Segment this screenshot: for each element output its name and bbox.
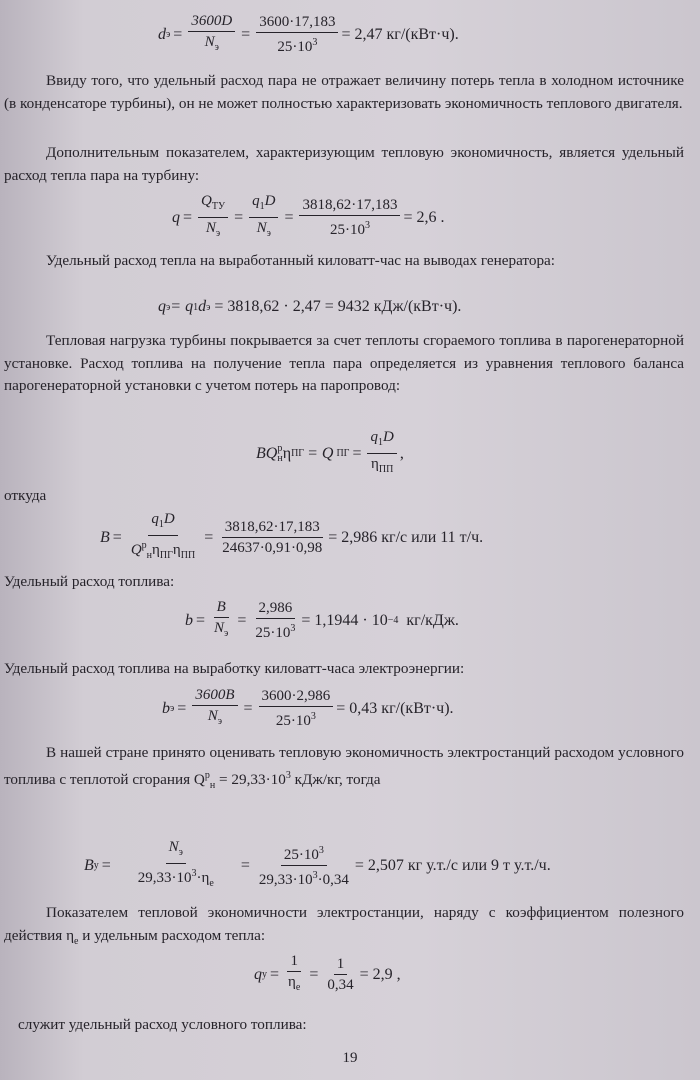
eq-subscript: 1 bbox=[158, 519, 164, 530]
eq-symbol: Q bbox=[193, 770, 205, 788]
paragraph bbox=[4, 742, 684, 797]
paragraph bbox=[4, 902, 684, 953]
eq-symbol: D bbox=[264, 193, 276, 209]
eq-subscript: э bbox=[178, 847, 183, 858]
page-number: 19 bbox=[342, 1050, 358, 1066]
fraction bbox=[252, 599, 298, 642]
eq-superscript: 3 bbox=[290, 623, 296, 634]
frac-numerator bbox=[367, 428, 396, 454]
eq-symbol: q bbox=[172, 208, 180, 226]
eq-operator: = bbox=[309, 965, 319, 983]
paragraph-text: В нашей стране принято оценивать тепловую экономичность электростанций расходом условного топлива с теплотой сгорания bbox=[4, 744, 684, 788]
eq-superscript: −4 bbox=[387, 615, 399, 626]
eq-subscript: ПП bbox=[180, 550, 196, 561]
eq-symbol: = Q bbox=[307, 444, 334, 462]
eq-symbol-text: BQ bbox=[256, 444, 278, 462]
eq-operator: = bbox=[196, 611, 206, 629]
frac-denominator bbox=[327, 216, 373, 239]
eq-value: ·0,34 bbox=[317, 872, 349, 888]
eq-result: = 2,6 . bbox=[403, 208, 445, 226]
eq-value: 25·10 bbox=[255, 625, 291, 641]
eq-value: = 29,33·10 bbox=[215, 770, 286, 788]
eq-operator: = bbox=[183, 208, 193, 226]
frac-numerator: 1 bbox=[334, 955, 348, 975]
eq-subscript: ПГ bbox=[336, 448, 350, 459]
frac-numerator: 3818,62·17,183 bbox=[299, 196, 400, 216]
fraction bbox=[198, 192, 228, 243]
paragraph-text: и удельным расходом тепла: bbox=[82, 926, 266, 944]
equation-specific-fuel bbox=[185, 598, 459, 643]
equation-heat-rate-efficiency bbox=[254, 952, 401, 997]
fraction bbox=[219, 518, 325, 557]
eq-symbol: q bbox=[370, 429, 378, 445]
eq-subscript: у bbox=[262, 969, 267, 980]
fraction bbox=[128, 510, 198, 565]
equation-conventional-fuel bbox=[84, 838, 551, 893]
eq-subscript: ПГ bbox=[291, 448, 305, 459]
frac-numerator bbox=[148, 510, 177, 536]
eq-operator: = bbox=[177, 699, 187, 717]
fraction bbox=[256, 842, 352, 889]
eq-symbol: N bbox=[256, 220, 267, 236]
eq-value: ·η bbox=[196, 870, 210, 886]
eq-symbol: D bbox=[382, 429, 394, 445]
eq-superscript: 3 bbox=[312, 37, 318, 48]
eq-symbol bbox=[256, 445, 277, 463]
eq-subscript: н bbox=[146, 550, 153, 561]
text-kwh-fuel: Удельный расход топлива на выработку киловатт-часа электроэнергии: bbox=[4, 660, 465, 677]
eq-symbol: B bbox=[84, 856, 94, 874]
eq-symbol: b bbox=[185, 611, 193, 629]
eq-operator: = bbox=[241, 25, 251, 43]
eq-symbol: N bbox=[204, 34, 215, 50]
eq-subscript: ТУ bbox=[211, 201, 226, 212]
eq-result: = 0,43 кг/(кВт·ч). bbox=[336, 699, 454, 717]
frac-denominator bbox=[273, 707, 319, 730]
paragraph bbox=[4, 250, 684, 273]
fraction bbox=[249, 192, 278, 243]
eq-symbol: N bbox=[205, 220, 216, 236]
eq-symbol: Q bbox=[201, 193, 212, 209]
eq-value: 25·10 bbox=[277, 39, 313, 55]
eq-superscript: р bbox=[141, 540, 147, 551]
fraction bbox=[117, 838, 235, 893]
eq-operator: = bbox=[352, 444, 362, 462]
frac-numerator: 3600·2,986 bbox=[259, 687, 334, 707]
frac-denominator bbox=[203, 218, 223, 243]
eq-symbol: q bbox=[151, 511, 159, 527]
paragraph-text: Тепловая нагрузка турбины покрывается за счет теплоты сгораемого топлива в парогенераторной установке. Расход топлива на получение тепла пара определяется из уравнения теплового баланса парогенераторной установки с учетом потерь на паропровод: bbox=[4, 332, 684, 394]
frac-denominator bbox=[368, 454, 396, 479]
eq-operator: = bbox=[240, 856, 250, 874]
eq-subscript: e bbox=[295, 982, 301, 993]
eq-symbol: q bbox=[252, 193, 260, 209]
eq-value: 29,33·10 bbox=[137, 870, 192, 886]
eq-unit: кг/кДж. bbox=[406, 611, 459, 629]
text-otkuda: откуда bbox=[4, 487, 47, 504]
equation-heat-rate bbox=[172, 192, 445, 243]
eq-symbol: η bbox=[371, 456, 379, 472]
fraction bbox=[256, 13, 338, 56]
frac-numerator: 1 bbox=[287, 952, 301, 972]
eq-symbol: N bbox=[207, 708, 218, 724]
eq-superscript: 3 bbox=[312, 870, 318, 881]
paragraph-text: Дополнительным показателем, характеризующим тепловую экономичность, является удельный расход тепла пара на турбину: bbox=[4, 144, 684, 184]
frac-denominator bbox=[256, 866, 352, 889]
eq-value: 29,33·10 bbox=[258, 872, 313, 888]
eq-operator: = bbox=[112, 528, 122, 546]
frac-numerator: 3600D bbox=[188, 12, 235, 32]
frac-numerator: 3600B bbox=[192, 686, 237, 706]
equation-fuel-consumption bbox=[100, 510, 483, 565]
equation-steam-rate bbox=[158, 12, 459, 57]
eq-superscript: 3 bbox=[310, 711, 316, 722]
eq-symbol: N bbox=[214, 620, 225, 636]
eq-symbol: = q bbox=[170, 298, 194, 315]
frac-denominator bbox=[274, 33, 320, 56]
fraction bbox=[285, 952, 303, 997]
eq-punctuation: , bbox=[399, 444, 404, 462]
frac-denominator bbox=[211, 618, 231, 643]
eq-subscript: э bbox=[266, 228, 271, 239]
eq-subscript: э bbox=[206, 301, 211, 313]
frac-denominator bbox=[205, 706, 225, 731]
frac-numerator: 3600·17,183 bbox=[256, 13, 338, 33]
fraction bbox=[188, 12, 235, 57]
eq-operator: = bbox=[270, 965, 280, 983]
eq-subscript: ПГ bbox=[159, 550, 173, 561]
frac-denominator bbox=[285, 972, 303, 997]
eq-symbol: Q bbox=[130, 542, 142, 558]
text-specific-fuel: Удельный расход топлива: bbox=[4, 573, 175, 590]
paragraph-text: кДж/кг, тогда bbox=[294, 770, 381, 788]
frac-numerator bbox=[281, 842, 327, 866]
eq-subscript: э bbox=[215, 228, 221, 239]
eq-subscript: н bbox=[209, 779, 216, 791]
eq-subscript: ПП bbox=[378, 464, 394, 475]
eq-operator: = bbox=[284, 208, 294, 226]
eq-operator: = bbox=[204, 528, 214, 546]
eq-symbol: q bbox=[158, 298, 166, 315]
paragraph bbox=[4, 142, 684, 187]
eq-superscript: 3 bbox=[191, 868, 197, 879]
eq-result: = 2,507 кг у.т./с или 9 т у.т./ч. bbox=[354, 856, 551, 874]
frac-numerator bbox=[198, 192, 228, 218]
text-conventional-fuel: служит удельный расход условного топлива: bbox=[18, 1016, 307, 1033]
eq-subscript: э bbox=[166, 301, 171, 313]
eq-superscript: 3 bbox=[285, 769, 291, 781]
frac-denominator bbox=[254, 218, 274, 243]
eq-result: = 2,986 кг/с или 11 т/ч. bbox=[328, 528, 484, 546]
eq-symbol: η bbox=[152, 542, 160, 558]
eq-subscript: э bbox=[170, 703, 175, 714]
fraction bbox=[299, 196, 400, 239]
eq-symbol: η bbox=[172, 542, 181, 558]
paragraph-text: Показателем тепловой экономичности электростанции, наряду с коэффициентом полезного действия bbox=[4, 904, 684, 944]
equation-kwh-heat-rate bbox=[158, 298, 461, 316]
frac-denominator bbox=[135, 864, 217, 893]
eq-operator: = bbox=[101, 856, 111, 874]
eq-symbol: B bbox=[100, 528, 110, 546]
eq-result: = 1,1944 · 10 bbox=[301, 611, 388, 629]
eq-symbol: η bbox=[288, 974, 296, 990]
eq-subscript: у bbox=[93, 860, 99, 871]
fraction bbox=[211, 598, 231, 643]
eq-value: 25·10 bbox=[275, 713, 311, 729]
eq-symbol: η bbox=[282, 444, 292, 462]
frac-numerator: 2,986 bbox=[256, 599, 296, 619]
eq-superscript: 3 bbox=[364, 220, 370, 231]
eq-symbol: q bbox=[254, 965, 262, 983]
frac-numerator: 3818,62·17,183 bbox=[222, 518, 323, 538]
eq-symbol: d bbox=[158, 25, 166, 43]
frac-numerator: B bbox=[214, 598, 229, 618]
eq-subscript: 1 bbox=[259, 201, 265, 212]
eq-subscript: 1 bbox=[193, 301, 199, 313]
fraction bbox=[192, 686, 237, 731]
paragraph-text: Ввиду того, что удельный расход пара не отражает величину потерь тепла в холодном источнике (в конденсаторе турбины), он не может полностью характеризовать экономичность теплового двигателя. bbox=[4, 72, 684, 112]
paragraph-text: Удельный расход тепла на выработанный киловатт-час на выводах генератора: bbox=[46, 252, 556, 269]
eq-operator: = bbox=[243, 699, 253, 717]
frac-numerator bbox=[166, 838, 186, 864]
eq-result: = 3818,62 · 2,47 = 9432 кДж/(кВт·ч). bbox=[210, 298, 462, 315]
eq-subscript: e bbox=[74, 935, 79, 947]
frac-denominator bbox=[202, 32, 222, 57]
eq-result: = 2,47 кг/(кВт·ч). bbox=[341, 25, 459, 43]
eq-superscript: 3 bbox=[318, 845, 324, 856]
frac-denominator: 24637·0,91·0,98 bbox=[222, 540, 323, 556]
frac-denominator bbox=[128, 536, 198, 565]
eq-symbol: η bbox=[66, 926, 75, 944]
eq-subscript: 1 bbox=[377, 437, 383, 448]
fraction bbox=[367, 428, 396, 479]
paragraph bbox=[4, 70, 684, 115]
eq-symbol: b bbox=[162, 699, 170, 717]
eq-value: 25·10 bbox=[283, 847, 319, 863]
fraction bbox=[324, 955, 356, 994]
paragraph bbox=[4, 330, 684, 398]
eq-subscript: н bbox=[277, 452, 283, 464]
eq-subscript: e bbox=[209, 878, 214, 889]
fraction bbox=[259, 687, 334, 730]
eq-subscript: э bbox=[217, 716, 223, 727]
frac-denominator: 0,34 bbox=[327, 977, 354, 993]
eq-subscript: э bbox=[214, 42, 219, 53]
eq-subscript: э bbox=[224, 628, 229, 639]
eq-superscript: р bbox=[277, 442, 283, 454]
eq-symbol: d bbox=[198, 298, 207, 315]
equation-kwh-fuel bbox=[162, 686, 454, 731]
eq-result: = 2,9 , bbox=[359, 965, 401, 983]
eq-operator: = bbox=[237, 611, 247, 629]
frac-denominator bbox=[252, 619, 298, 642]
eq-operator: = bbox=[173, 25, 183, 43]
eq-symbol: D bbox=[163, 511, 175, 527]
eq-symbol: N bbox=[168, 839, 179, 855]
eq-subscript: э bbox=[166, 29, 171, 40]
eq-superscript: р bbox=[204, 769, 210, 781]
eq-operator: = bbox=[234, 208, 244, 226]
equation-heat-balance bbox=[256, 428, 404, 479]
frac-numerator bbox=[249, 192, 278, 218]
eq-value: 25·10 bbox=[329, 222, 365, 238]
